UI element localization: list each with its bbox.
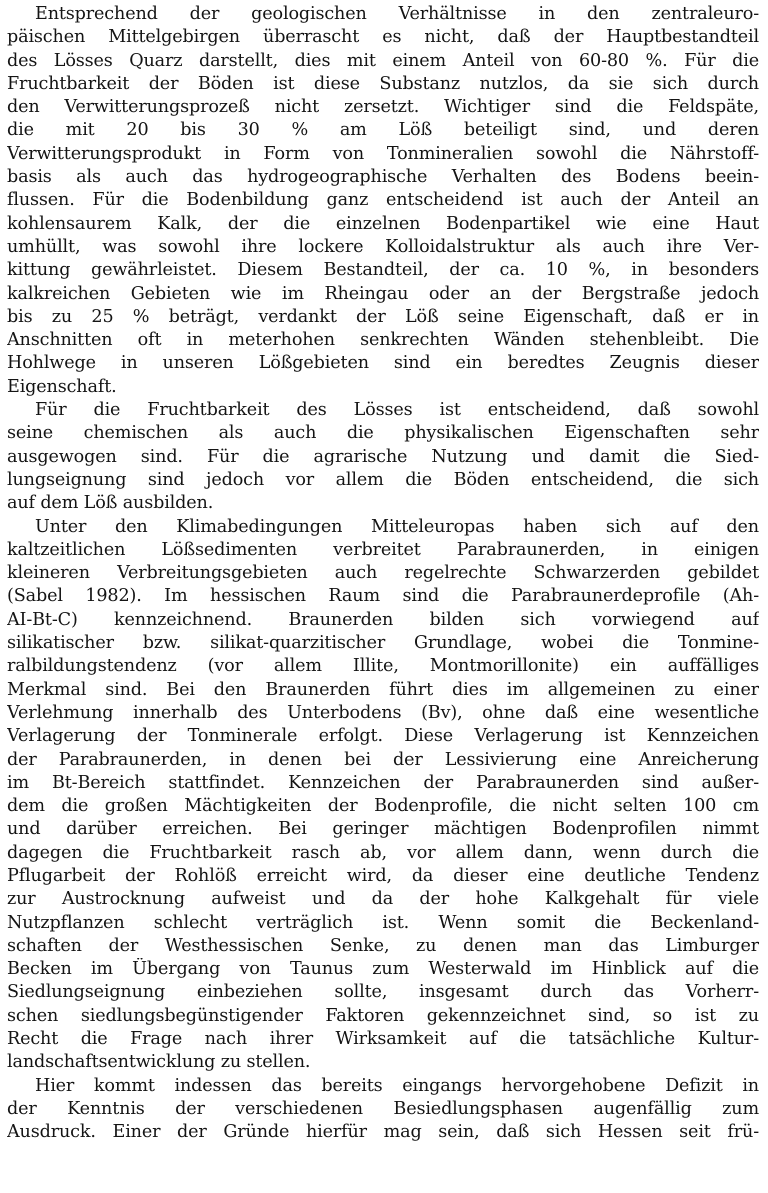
body-text	[7, 3, 759, 1145]
text-line: landschaftsentwicklung zu stellen.	[7, 1052, 311, 1073]
text-line: Becken im Übergang von Taunus zum Westerwald im Hinblick auf die	[7, 959, 759, 980]
text-line: Verlagerung der Tonminerale erfolgt. Diese Verlagerung ist Kennzeichen	[7, 726, 759, 747]
text-line: Hier kommt indessen das bereits eingangs hervorgehobene Defizit in	[35, 1075, 759, 1096]
paragraph	[7, 516, 759, 1075]
text-line: kaltzeitlichen Lößsedimenten verbreitet Parabraunerden, in einigen	[7, 539, 759, 560]
text-line: Recht die Frage nach ihrer Wirksamkeit auf die tatsächliche Kultur-	[7, 1029, 759, 1050]
text-line: umhüllt, was sowohl ihre lockere Kolloidalstruktur als auch ihre Ver-	[7, 236, 759, 257]
text-line: Fruchtbarkeit der Böden ist diese Substanz nutzlos, da sie sich durch	[7, 73, 759, 94]
text-line: Ausdruck. Einer der Gründe hierfür mag sein, daß sich Hessen seit frü-	[7, 1122, 759, 1143]
text-line: Nutzpflanzen schlecht verträglich ist. Wenn somit die Beckenland-	[7, 912, 759, 933]
text-line: kohlensaurem Kalk, der die einzelnen Bodenpartikel wie eine Haut	[7, 213, 759, 234]
text-line: kittung gewährleistet. Diesem Bestandteil, der ca. 10 %, in besonders	[7, 260, 759, 281]
text-line: päischen Mittelgebirgen überrascht es nicht, daß der Hauptbestandteil	[7, 27, 759, 48]
text-line: Verlehmung innerhalb des Unterbodens (Bv), ohne daß eine wesentliche	[7, 702, 759, 723]
text-line: (Sabel 1982). Im hessischen Raum sind die Parabraunerdeprofile (Ah-	[7, 586, 759, 607]
text-line: auf dem Löß ausbilden.	[7, 493, 214, 514]
text-line: Hohlwege in unseren Lößgebieten sind ein beredtes Zeugnis dieser	[7, 353, 759, 374]
text-line: Unter den Klimabedingungen Mitteleuropas haben sich auf den	[35, 516, 759, 537]
text-line: des Lösses Quarz darstellt, dies mit einem Anteil von 60-80 %. Für die	[7, 50, 759, 71]
text-line: Pflugarbeit der Rohlöß erreicht wird, da dieser eine deutliche Tendenz	[7, 865, 759, 886]
text-line: Für die Fruchtbarkeit des Lösses ist entscheidend, daß sowohl	[35, 400, 759, 421]
paragraph	[7, 3, 759, 399]
text-line: schaften der Westhessischen Senke, zu denen man das Limburger	[7, 935, 759, 956]
text-line: den Verwitterungsprozeß nicht zersetzt. Wichtiger sind die Feldspäte,	[7, 97, 759, 118]
text-line: basis als auch das hydrogeographische Verhalten des Bodens beein-	[7, 167, 759, 188]
text-line: lungseignung sind jedoch vor allem die Böden entscheidend, die sich	[7, 469, 759, 490]
text-line: AI-Bt-C) kennzeichnend. Braunerden bilden sich vorwiegend auf	[7, 609, 759, 630]
text-line: Anschnitten oft in meterhohen senkrechten Wänden stehenbleibt. Die	[7, 330, 759, 351]
text-line: schen siedlungsbegünstigender Faktoren gekennzeichnet sind, so ist zu	[7, 1005, 759, 1026]
text-line: bis zu 25 % beträgt, verdankt der Löß seine Eigenschaft, daß er in	[7, 306, 759, 327]
paragraph	[7, 1075, 759, 1145]
text-line: silikatischer bzw. silikat-quarzitischer Grundlage, wobei die Tonmine-	[7, 633, 759, 654]
text-line: zur Austrocknung aufweist und da der hohe Kalkgehalt für viele	[7, 889, 759, 910]
text-line: Siedlungseignung einbeziehen sollte, insgesamt durch das Vorherr-	[7, 982, 759, 1003]
text-line: der Kenntnis der verschiedenen Besiedlungsphasen augenfällig zum	[7, 1098, 759, 1119]
text-line: dagegen die Fruchtbarkeit rasch ab, vor allem dann, wenn durch die	[7, 842, 759, 863]
text-line: Verwitterungsprodukt in Form von Tonmineralien sowohl die Nährstoff-	[7, 143, 759, 164]
text-line: ausgewogen sind. Für die agrarische Nutzung und damit die Sied-	[7, 446, 759, 467]
text-line: seine chemischen als auch die physikalischen Eigenschaften sehr	[7, 423, 759, 444]
text-line: kleineren Verbreitungsgebieten auch regelrechte Schwarzerden gebildet	[7, 563, 759, 584]
text-line: die mit 20 bis 30 % am Löß beteiligt sind, und deren	[7, 120, 759, 141]
text-line: der Parabraunerden, in denen bei der Lessivierung eine Anreicherung	[7, 749, 759, 770]
paragraph	[7, 399, 759, 515]
text-line: Merkmal sind. Bei den Braunerden führt dies im allgemeinen zu einer	[7, 679, 759, 700]
text-line: und darüber erreichen. Bei geringer mächtigen Bodenprofilen nimmt	[7, 819, 759, 840]
text-line: dem die großen Mächtigkeiten der Bodenprofile, die nicht selten 100 cm	[7, 796, 759, 817]
text-line: im Bt-Bereich stattfindet. Kennzeichen der Parabraunerden sind außer-	[7, 772, 759, 793]
text-line: ralbildungstendenz (vor allem Illite, Montmorillonite) ein auffälliges	[7, 656, 759, 677]
text-line: kalkreichen Gebieten wie im Rheingau oder an der Bergstraße jedoch	[7, 283, 759, 304]
text-line: flussen. Für die Bodenbildung ganz entscheidend ist auch der Anteil an	[7, 190, 759, 211]
text-line: Entsprechend der geologischen Verhältnisse in den zentraleuro-	[35, 4, 759, 24]
text-line: Eigenschaft.	[7, 376, 117, 397]
